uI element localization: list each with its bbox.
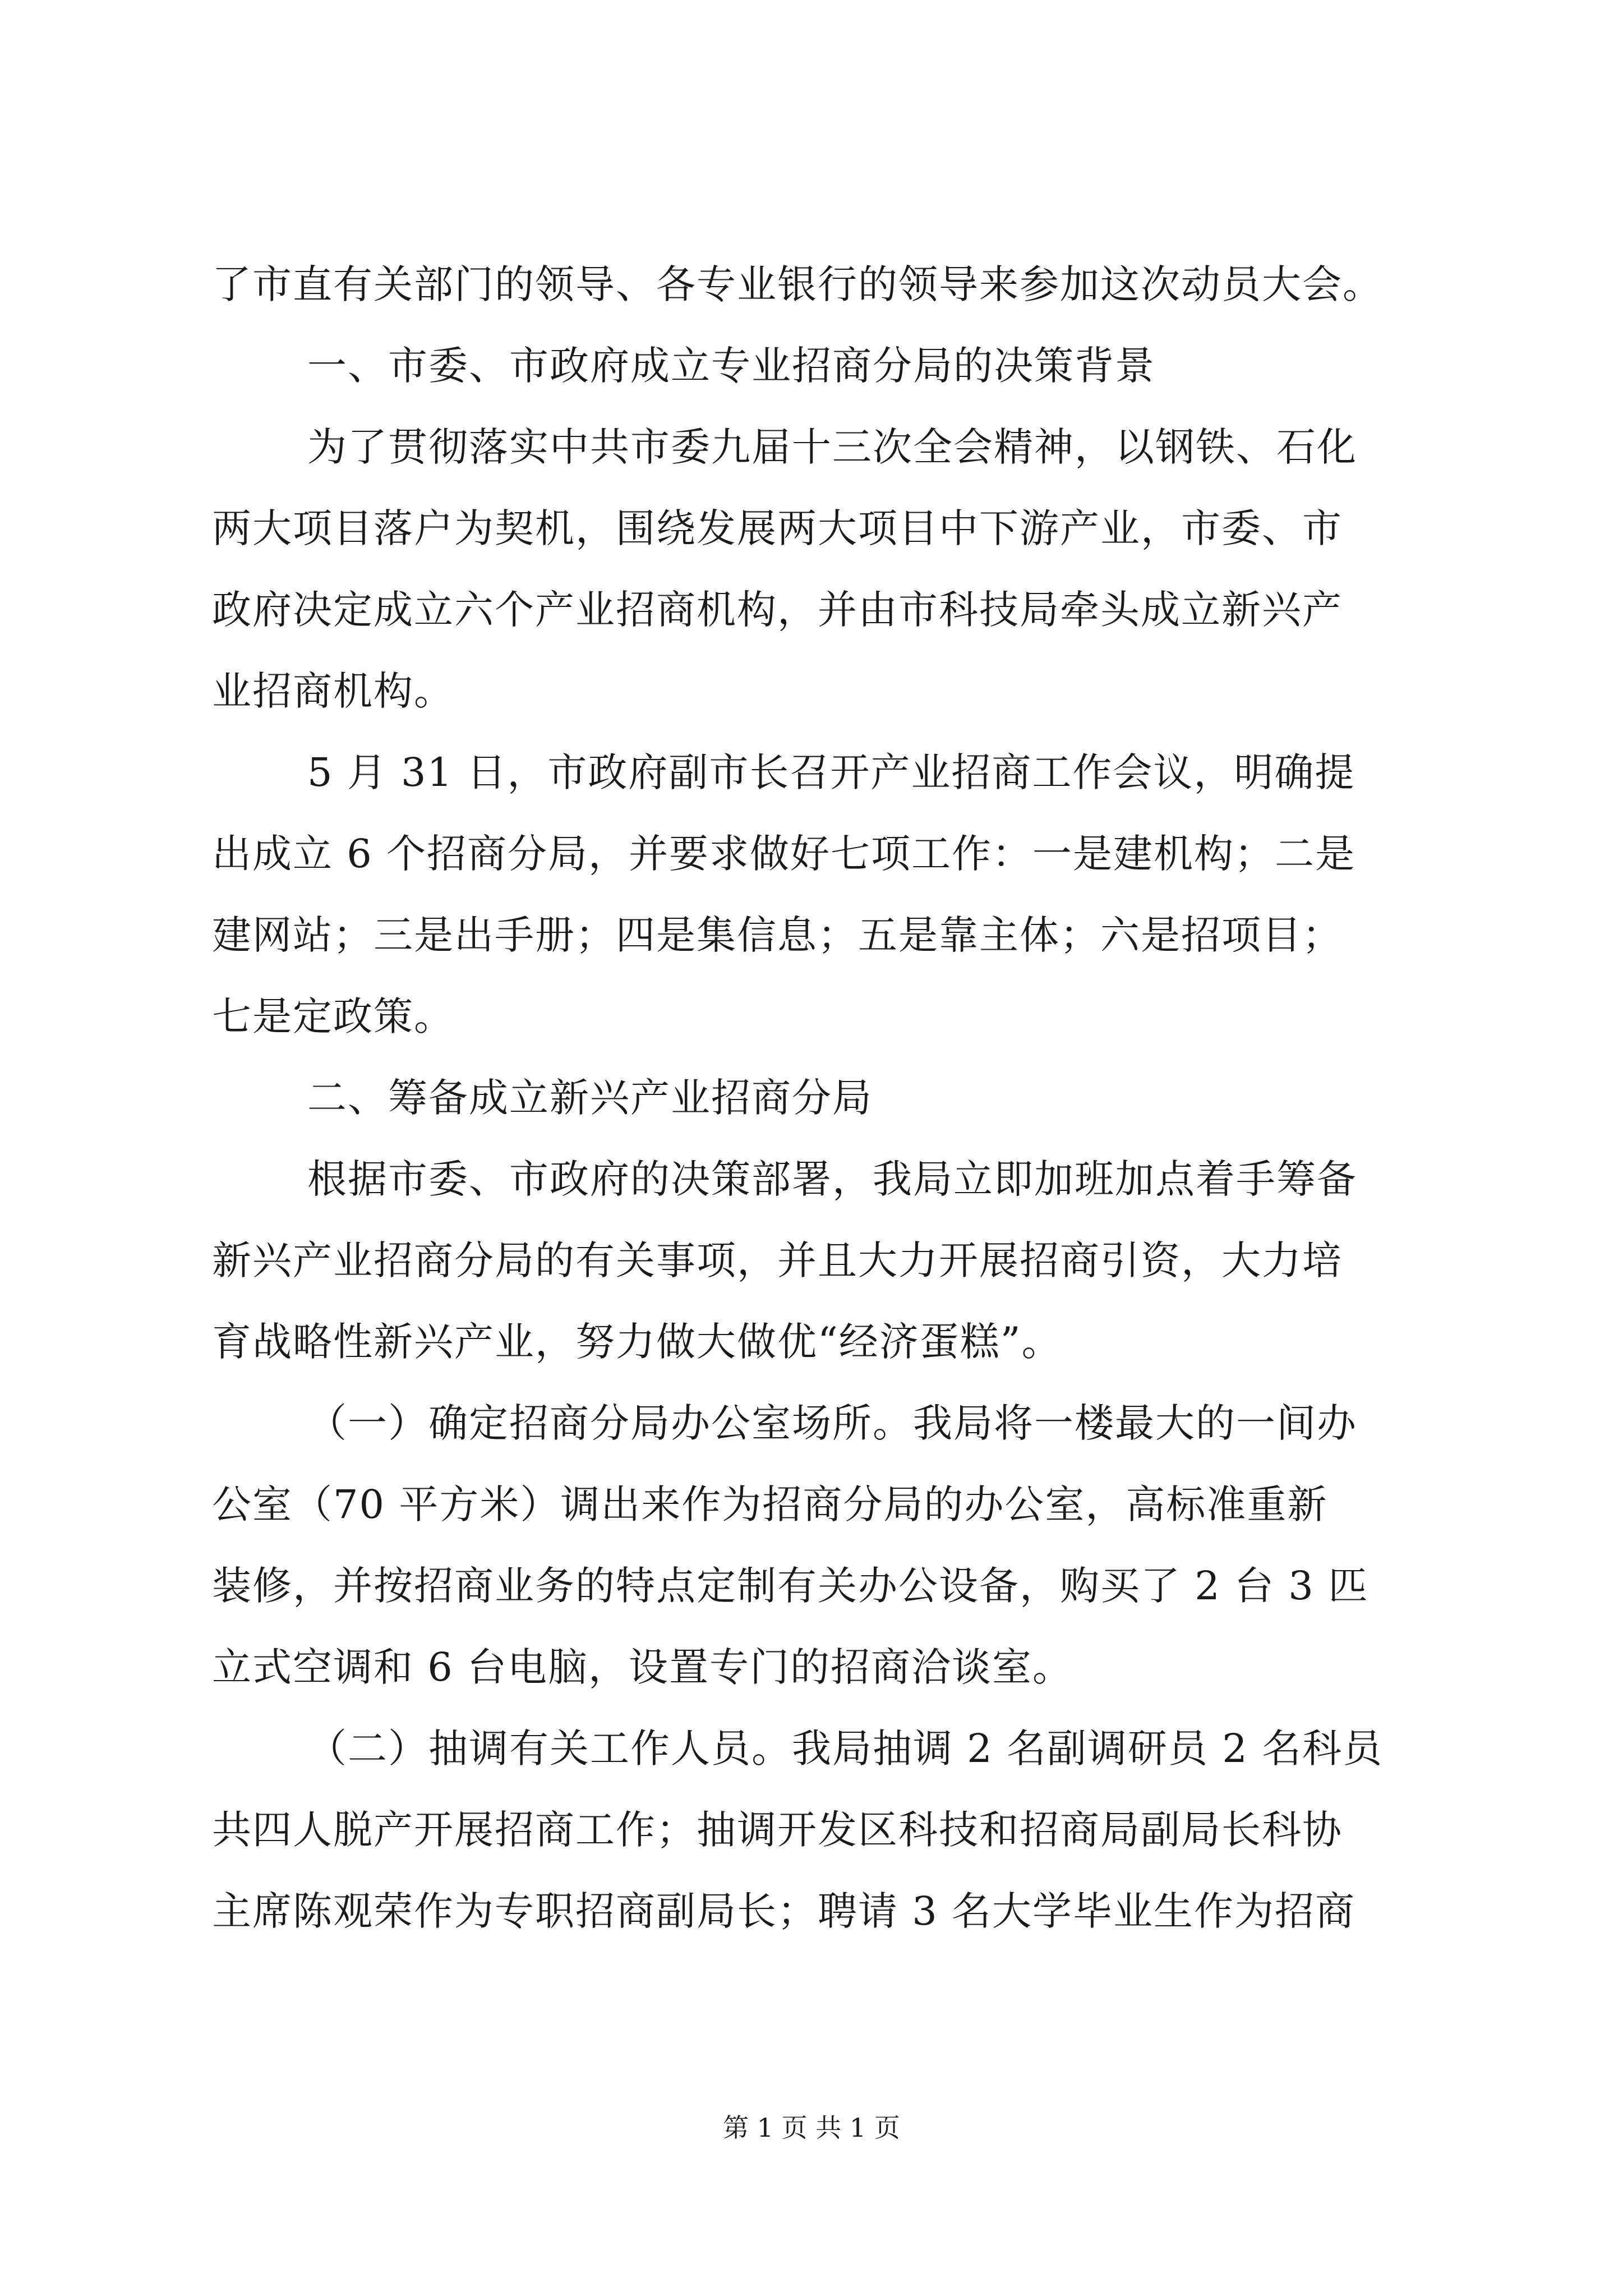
body-line: 了市直有关部门的领导、各专业银行的领导来参加这次动员大会。 — [212, 261, 1383, 307]
body-line: 建网站；三是出手册；四是集信息；五是靠主体；六是招项目； — [212, 912, 1343, 958]
body-line: 出成立 6 个招商分局，并要求做好七项工作：一是建机构；二是 — [212, 831, 1356, 877]
body-line: 七是定政策。 — [212, 993, 454, 1039]
body-line: 政府决定成立六个产业招商机构，并由市科技局牵头成立新兴产 — [212, 587, 1343, 633]
body-line: 育战略性新兴产业，努力做大做优“经济蛋糕”。 — [212, 1319, 1062, 1365]
body-line: 两大项目落户为契机，围绕发展两大项目中下游产业，市委、市 — [212, 505, 1343, 551]
section-heading: 二、筹备成立新兴产业招商分局 — [307, 1075, 873, 1121]
body-line: 立式空调和 6 台电脑，设置专门的招商洽谈室。 — [212, 1644, 1073, 1690]
body-line: 主席陈观荣作为专职招商副局长；聘请 3 名大学毕业生作为招商 — [212, 1888, 1356, 1934]
subsection-line: （二）抽调有关工作人员。我局抽调 2 名副调研员 2 名科员 — [307, 1726, 1384, 1772]
body-line: 共四人脱产开展招商工作；抽调开发区科技和招商局副局长科协 — [212, 1807, 1343, 1853]
body-line: 装修，并按招商业务的特点定制有关办公设备，购买了 2 台 3 匹 — [212, 1563, 1369, 1609]
body-line: 为了贯彻落实中共市委九届十三次全会精神，以钢铁、石化 — [307, 424, 1357, 470]
subsection-line: （一）确定招商分局办公室场所。我局将一楼最大的一间办 — [307, 1400, 1357, 1446]
section-heading: 一、市委、市政府成立专业招商分局的决策背景 — [307, 343, 1155, 389]
body-line: 根据市委、市政府的决策部署，我局立即加班加点着手筹备 — [307, 1156, 1357, 1202]
body-line: 业招商机构。 — [212, 668, 454, 714]
body-line: 公室（70 平方米）调出来作为招商分局的办公室，高标准重新 — [212, 1481, 1328, 1527]
body-line: 5 月 31 日，市政府副市长召开产业招商工作会议，明确提 — [307, 749, 1355, 795]
body-line: 新兴产业招商分局的有关事项，并且大力开展招商引资，大力培 — [212, 1237, 1343, 1283]
page-number-footer: 第 1 页 共 1 页 — [723, 2113, 900, 2143]
